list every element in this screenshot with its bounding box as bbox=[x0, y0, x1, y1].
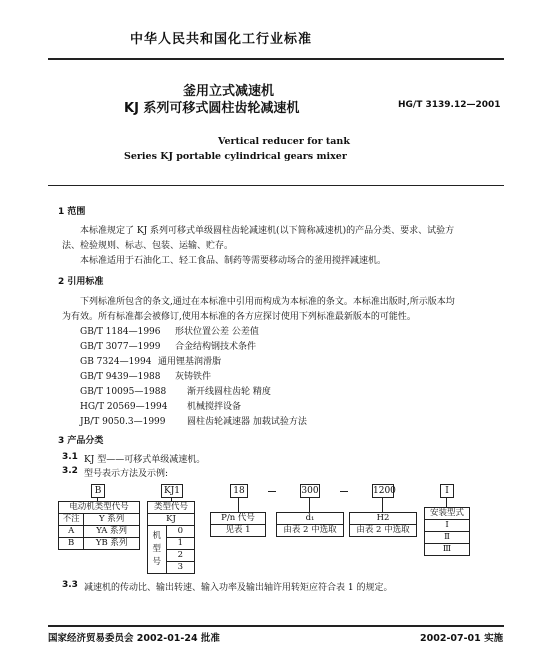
section-2-heading: 2 引用标准 bbox=[58, 277, 104, 287]
clause-3-2-text: 型号表示方法及示例: bbox=[84, 469, 169, 479]
standard-category: 中华人民共和国化工行业标准 bbox=[130, 32, 313, 47]
mount-type-value: Ⅲ bbox=[425, 544, 470, 556]
sample-h2: 1200 bbox=[373, 486, 396, 496]
approval-note: 国家经济贸易委员会 2002-01-24 批准 bbox=[48, 633, 220, 644]
clause-3-2-number: 3.2 bbox=[62, 466, 78, 476]
motor-code: 不注 bbox=[59, 514, 84, 526]
reference-title: 渐开线圆柱齿轮 精度 bbox=[187, 387, 271, 397]
table-row bbox=[59, 538, 140, 550]
mount-type-table bbox=[424, 507, 470, 556]
table-row bbox=[148, 526, 195, 538]
section-1-para-2: 本标准适用于石油化工、轻工食品、制药等需要移动场合的釜用搅拌减速机。 bbox=[80, 256, 387, 266]
clause-3-3-text: 减速机的传动比、输出转速、输入功率及输出轴许用转矩应符合表 1 的规定。 bbox=[84, 583, 393, 593]
table-row bbox=[59, 526, 140, 538]
leader-line bbox=[238, 498, 239, 512]
implementation-date: 2002-07-01 实施 bbox=[420, 633, 504, 644]
d1-value: 由表 2 中选取 bbox=[277, 525, 344, 537]
footer-rule bbox=[48, 625, 504, 627]
reference-item bbox=[80, 354, 307, 369]
motor-code: A bbox=[59, 526, 84, 538]
leader-line bbox=[382, 498, 383, 512]
leader-line bbox=[446, 498, 447, 507]
clause-3-1-number: 3.1 bbox=[62, 452, 78, 462]
separator-dash bbox=[268, 491, 276, 492]
reference-title: 灰铸铁件 bbox=[175, 372, 212, 382]
machine-size-char: 型 bbox=[152, 544, 162, 554]
clause-3-1-text: KJ 型——可移式单级减速机。 bbox=[84, 455, 206, 465]
type-code-table bbox=[147, 501, 195, 574]
reference-code: GB/T 3077—1999 bbox=[80, 342, 161, 352]
mount-type-header: 安装型式 bbox=[425, 508, 470, 520]
sample-mount-type: I bbox=[440, 484, 454, 498]
reference-code: GB 7324—1994 bbox=[80, 357, 152, 367]
section-2-para-1b: 为有效。所有标准都会被修订,使用本标准的各方应探讨使用下列标准最新版本的可能性。 bbox=[62, 312, 416, 322]
title-rule bbox=[48, 185, 504, 186]
section-1-para-1a: 本标准规定了 KJ 系列可移式单级圆柱齿轮减速机(以下简称减速机)的产品分类、要求、试验方 bbox=[80, 226, 455, 236]
table-row bbox=[425, 520, 470, 532]
motor-code: B bbox=[59, 538, 84, 550]
sample-d1: 300 bbox=[301, 486, 319, 496]
h2-table bbox=[349, 512, 417, 537]
d1-table bbox=[276, 512, 344, 537]
h2-header: H2 bbox=[350, 513, 417, 525]
machine-size-number: 3 bbox=[166, 562, 194, 574]
table-row bbox=[59, 514, 140, 526]
separator-dash bbox=[340, 491, 348, 492]
section-1-heading: 1 范围 bbox=[58, 207, 86, 217]
reference-title: 合金结构钢技术条件 bbox=[175, 342, 257, 352]
section-2-para-1a: 下列标准所包含的条文,通过在本标准中引用而构成为本标准的条文。本标准出版时,所示版本均 bbox=[80, 297, 455, 307]
reference-code: JB/T 9050.3—1999 bbox=[80, 417, 166, 427]
reference-item bbox=[80, 324, 307, 339]
reference-item bbox=[80, 339, 307, 354]
reference-item bbox=[80, 369, 307, 384]
table-row bbox=[425, 544, 470, 556]
mount-type-value: Ⅱ bbox=[425, 532, 470, 544]
motor-series: YA 系列 bbox=[84, 526, 140, 538]
type-code-value: KJ bbox=[148, 514, 195, 526]
standard-code: HG/T 3139.12—2001 bbox=[398, 100, 501, 110]
sample-motor-code: B bbox=[91, 484, 105, 498]
machine-size-number: 2 bbox=[166, 550, 194, 562]
h2-value: 由表 2 中选取 bbox=[350, 525, 417, 537]
ratio-code-header: P/n 代号 bbox=[211, 513, 266, 525]
clause-3-3-number: 3.3 bbox=[62, 580, 78, 590]
section-3-heading: 3 产品分类 bbox=[58, 436, 104, 446]
reference-title: 机械搅拌设备 bbox=[187, 402, 242, 412]
reference-code: GB/T 9439—1988 bbox=[80, 372, 161, 382]
type-code-header: 类型代号 bbox=[148, 502, 195, 514]
reference-code: GB/T 1184—1996 bbox=[80, 327, 161, 337]
motor-type-table bbox=[58, 501, 140, 550]
reference-code: HG/T 20569—1994 bbox=[80, 402, 168, 412]
ratio-code-value: 见表 1 bbox=[211, 525, 266, 537]
motor-series: Y 系列 bbox=[84, 514, 140, 526]
machine-size-char: 号 bbox=[152, 557, 162, 567]
mount-type-value: Ⅰ bbox=[425, 520, 470, 532]
d1-header: d₁ bbox=[277, 513, 344, 525]
title-cn-line2: KJ 系列可移式圆柱齿轮减速机 bbox=[124, 101, 300, 116]
reference-title: 形状位置公差 公差值 bbox=[175, 327, 259, 337]
motor-type-header: 电动机类型代号 bbox=[59, 502, 140, 514]
machine-size-number: 0 bbox=[166, 526, 194, 538]
ratio-code-table bbox=[210, 512, 266, 537]
reference-title: 通用锂基润滑脂 bbox=[158, 357, 222, 367]
title-en-line1: Vertical reducer for tank bbox=[218, 136, 350, 147]
reference-item bbox=[80, 399, 307, 414]
machine-size-char: 机 bbox=[152, 531, 162, 541]
title-en-line2: Series KJ portable cylindrical gears mixer bbox=[124, 151, 347, 162]
sample-ratio-code: 18 bbox=[230, 484, 248, 498]
sample-type-code: KJ1 bbox=[161, 484, 183, 498]
title-cn-line1: 釜用立式减速机 bbox=[183, 84, 275, 99]
header-rule bbox=[48, 58, 504, 60]
section-1-para-1b: 法、检验规则、标志、包装、运输、贮存。 bbox=[62, 241, 234, 251]
reference-item bbox=[80, 384, 307, 399]
motor-series: YB 系列 bbox=[84, 538, 140, 550]
reference-item bbox=[80, 414, 307, 429]
reference-title: 圆柱齿轮减速器 加载试验方法 bbox=[187, 417, 307, 427]
table-row bbox=[425, 532, 470, 544]
leader-line bbox=[309, 498, 310, 512]
reference-list bbox=[80, 324, 307, 429]
reference-code: GB/T 10095—1988 bbox=[80, 387, 167, 397]
machine-size-label bbox=[148, 526, 167, 574]
machine-size-number: 1 bbox=[166, 538, 194, 550]
